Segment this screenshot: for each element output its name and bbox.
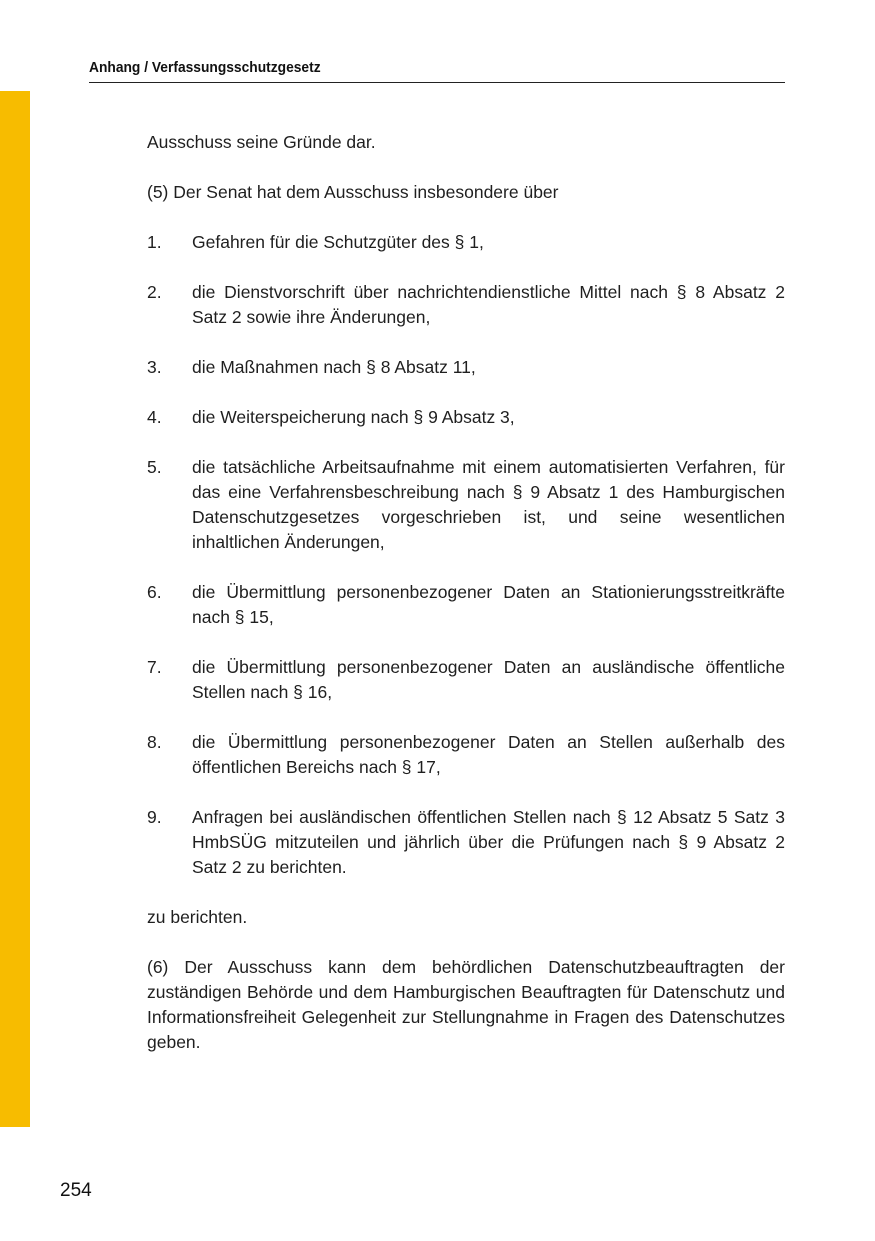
- paragraph-section-5: (5) Der Senat hat dem Ausschuss insbesondere über: [147, 182, 559, 202]
- list-item-text: Gefahren für die Schutzgüter des § 1,: [192, 232, 484, 252]
- list-item-number: 1.: [147, 232, 162, 252]
- list-item-number: 5.: [147, 457, 162, 477]
- list-item-number: 4.: [147, 407, 162, 427]
- list-item: [147, 805, 785, 880]
- list-item: [147, 655, 785, 705]
- list-item: [147, 355, 785, 380]
- list-item-text: die tatsächliche Arbeitsaufnahme mit einem automatisierten Verfahren, für das eine Verfahrensbeschreibung nach § 9 Absatz 1 des Hamburgischen Datenschutzgesetzes vorgeschrieben ist, und seine wesentlichen inhaltlichen Änderungen,: [192, 457, 785, 552]
- header-divider: [89, 82, 785, 83]
- list-item-number: 3.: [147, 357, 162, 377]
- chapter-color-bar: [0, 91, 30, 1127]
- list-item-number: 6.: [147, 582, 162, 602]
- list-item: [147, 230, 785, 255]
- list-item-number: 8.: [147, 732, 162, 752]
- list-item-number: 2.: [147, 282, 162, 302]
- list-item: [147, 580, 785, 630]
- list-item: [147, 730, 785, 780]
- list-item: [147, 280, 785, 330]
- list-item-text: die Übermittlung personenbezogener Daten an ausländische öffentliche Stellen nach § 16,: [192, 657, 785, 702]
- paragraph-closing: zu berichten.: [147, 907, 248, 927]
- list-item-text: die Dienstvorschrift über nachrichtendienstliche Mittel nach § 8 Absatz 2 Satz 2 sowie ihre Änderungen,: [192, 282, 785, 327]
- list-item: [147, 405, 785, 430]
- list-item: [147, 455, 785, 555]
- paragraph-continuation: Ausschuss seine Gründe dar.: [147, 132, 376, 152]
- list-item-text: die Übermittlung personenbezogener Daten an Stellen außerhalb des öffentlichen Bereichs nach § 17,: [192, 732, 785, 777]
- list-item-text: die Weiterspeicherung nach § 9 Absatz 3,: [192, 407, 515, 427]
- list-item-text: die Maßnahmen nach § 8 Absatz 11,: [192, 357, 476, 377]
- list-item-text: Anfragen bei ausländischen öffentlichen Stellen nach § 12 Absatz 5 Satz 3 HmbSÜG mitzuteilen und jährlich über die Prüfungen nach § 9 Absatz 2 Satz 2 zu berichten.: [192, 807, 785, 877]
- list-item-number: 9.: [147, 807, 162, 827]
- page-number: 254: [60, 1180, 92, 1201]
- numbered-list: [147, 230, 785, 880]
- running-header: Anhang / Verfassungsschutzgesetz: [89, 59, 321, 76]
- page-body: [147, 130, 785, 1080]
- paragraph-section-6: (6) Der Ausschuss kann dem behördlichen Datenschutzbeauftragten der zuständigen Behörde und dem Hamburgischen Beauftragten für Datenschutz und Informationsfreiheit Gelegenheit zur Stellungnahme in Fragen des Datenschutzes geben.: [147, 957, 785, 1052]
- list-item-number: 7.: [147, 657, 162, 677]
- list-item-text: die Übermittlung personenbezogener Daten an Stationierungsstreitkräfte nach § 15,: [192, 582, 785, 627]
